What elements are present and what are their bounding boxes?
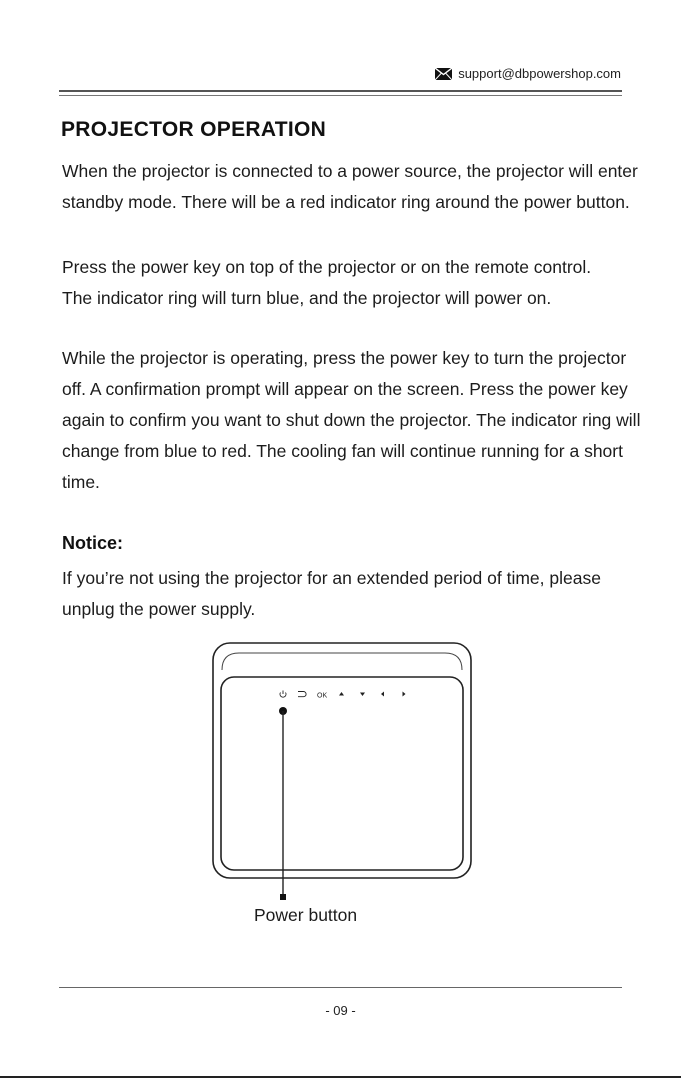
projector-outer-body [213, 643, 471, 878]
projector-top-diagram [205, 636, 485, 936]
envelope-icon [435, 68, 452, 80]
header-rule [59, 90, 622, 92]
paragraph-power-off: While the projector is operating, press the power key to turn the projector off. A confirmation prompt will appear on the screen. Press the power key again to confirm you want to shut down the projector. The indicator ring will change from blue to red. The cooling fan will continue running for a short time. [62, 348, 641, 492]
footer-rule [59, 987, 622, 988]
ok-button[interactable]: OK [317, 692, 328, 700]
paragraph-power-on-line2: The indicator ring will turn blue, and the projector will power on. [62, 288, 552, 308]
projector-top-panel [221, 677, 463, 870]
power-icon[interactable] [280, 691, 286, 698]
left-icon[interactable] [381, 692, 384, 697]
header-contact [435, 66, 621, 81]
power-button-caption: Power button [254, 905, 358, 925]
down-icon[interactable] [360, 693, 365, 697]
page-title: PROJECTOR OPERATION [61, 118, 327, 141]
callout-end-marker [280, 894, 286, 900]
paragraph-power-on [62, 252, 647, 314]
page-number: - 09 - [325, 1003, 356, 1018]
notice-text: If you’re not using the projector for an extended period of time, please unplug the power supply. [62, 568, 601, 619]
paragraph-standby: When the projector is connected to a power source, the projector will enter standby mode. There will be a red indicator ring around the power button. [62, 161, 638, 212]
header-rule-thin [59, 95, 622, 96]
notice-title: Notice: [62, 533, 124, 553]
back-icon[interactable] [298, 692, 306, 697]
support-email[interactable]: support@dbpowershop.com [458, 66, 621, 81]
up-icon[interactable] [339, 692, 344, 696]
control-buttons [280, 691, 406, 700]
right-icon[interactable] [403, 692, 406, 697]
projector-top-ridge [222, 653, 462, 670]
paragraph-power-on-line1: Press the power key on top of the projector or on the remote control. [62, 257, 592, 277]
